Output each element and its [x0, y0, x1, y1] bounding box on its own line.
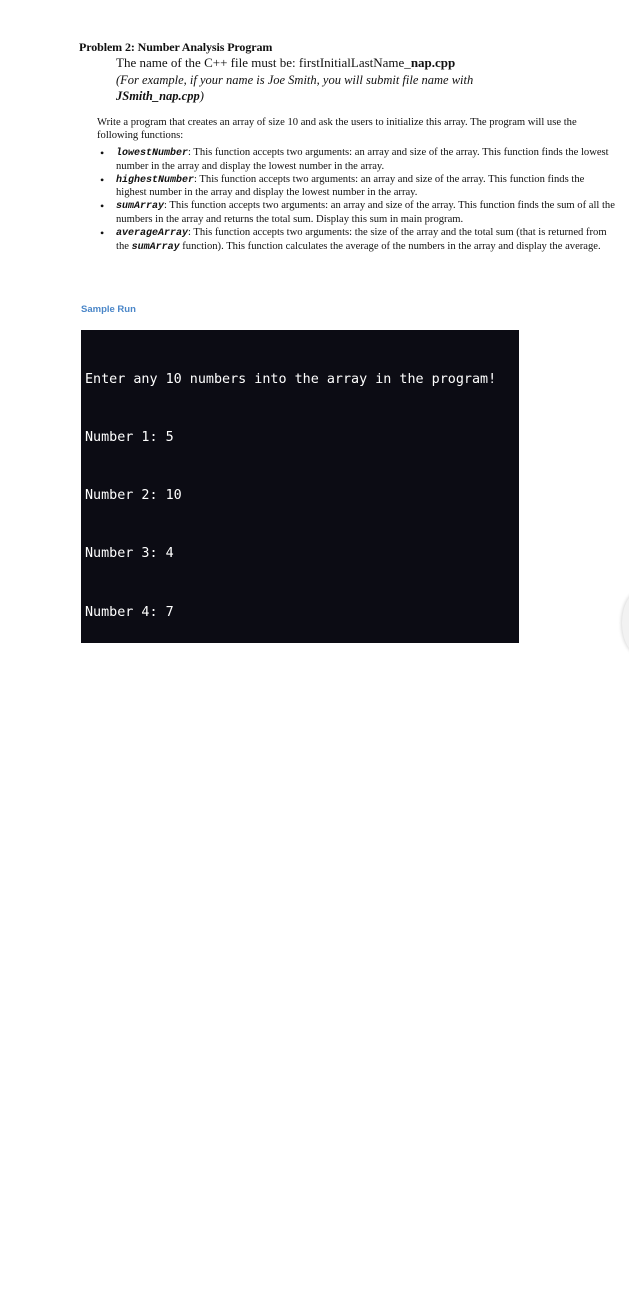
function-separator: :: [164, 200, 167, 212]
scroll-handle[interactable]: [622, 590, 629, 656]
terminal-output: [81, 330, 519, 1260]
terminal-line: Number 4: 7: [85, 604, 174, 620]
terminal-line: Number 6: 6: [85, 721, 174, 737]
inline-code: sumArray: [131, 241, 180, 253]
terminal-line: Number 7: 1: [85, 779, 174, 795]
file-requirement-suffix: nap.cpp: [410, 55, 456, 70]
function-description: This function accepts two arguments: an array and size of the array. This function finds the lowest number in the array and display the lowest number in the array.: [116, 147, 609, 172]
function-description-end: function). This function calculates the average of the numbers in the array and display the average.: [179, 240, 601, 252]
terminal-line: Lowest number of the array: 1: [85, 1070, 319, 1086]
sample-run-label: Sample Run: [81, 304, 136, 315]
terminal-line: [85, 1010, 519, 1029]
list-item-average-array: [97, 227, 617, 255]
function-separator: :: [188, 147, 191, 158]
list-item-highest-number: [97, 174, 617, 201]
example-text: (For example, if your name is Joe Smith, you will submit file name with: [116, 73, 474, 87]
function-name: highestNumber: [116, 174, 195, 186]
terminal-line: Number 10: 2: [85, 953, 182, 969]
function-name: sumArray: [116, 201, 165, 213]
file-name-example: [116, 72, 556, 104]
file-requirement-prefix: The name of the C++ file must be: firstInitialLastName_: [116, 55, 411, 70]
function-description: This function accepts two arguments: an array and size of the array. This function finds the sum of all the numbers in the array and returns the total sum. Display this sum in main program.: [116, 200, 615, 225]
function-separator: :: [188, 226, 191, 238]
terminal-line: Highest number of the array: 15: [85, 1128, 335, 1144]
terminal-line: Number 2: 10: [85, 488, 182, 504]
intro-paragraph: Write a program that creates an array of size 10 and ask the users to initialize this array. The program will use the following functions:: [97, 117, 577, 141]
function-list: [97, 147, 617, 254]
example-filename: JSmith_nap.cpp: [116, 89, 200, 103]
terminal-line: Number 5: 13: [85, 662, 182, 678]
function-description: This function accepts two arguments: the size of the array and the total sum (that is returned from the: [116, 226, 607, 252]
function-name: lowestNumber: [116, 148, 189, 159]
terminal-line: Average of the array: 6.6: [85, 1244, 287, 1260]
file-name-requirement: [116, 55, 455, 71]
terminal-line: Enter any 10 numbers into the array in the program!: [85, 371, 497, 387]
terminal-line: Number 1: 5: [85, 430, 174, 446]
list-item-lowest-number: [97, 147, 617, 174]
function-description: This function accepts two arguments: an array and size of the array. This function finds the highest number in the array and display the lowest number in the array.: [116, 173, 585, 199]
function-name: averageArray: [116, 227, 189, 239]
terminal-line: Number 8: 15: [85, 837, 182, 853]
problem-title: Problem 2: Number Analysis Program: [79, 40, 273, 54]
terminal-line: Number 9: 3: [85, 895, 174, 911]
example-close: ): [199, 89, 204, 103]
terminal-line: Number 3: 4: [85, 546, 174, 562]
function-separator: :: [194, 173, 197, 185]
terminal-line: Sum of the array: 66: [85, 1186, 247, 1202]
list-item-sum-array: [97, 200, 617, 227]
